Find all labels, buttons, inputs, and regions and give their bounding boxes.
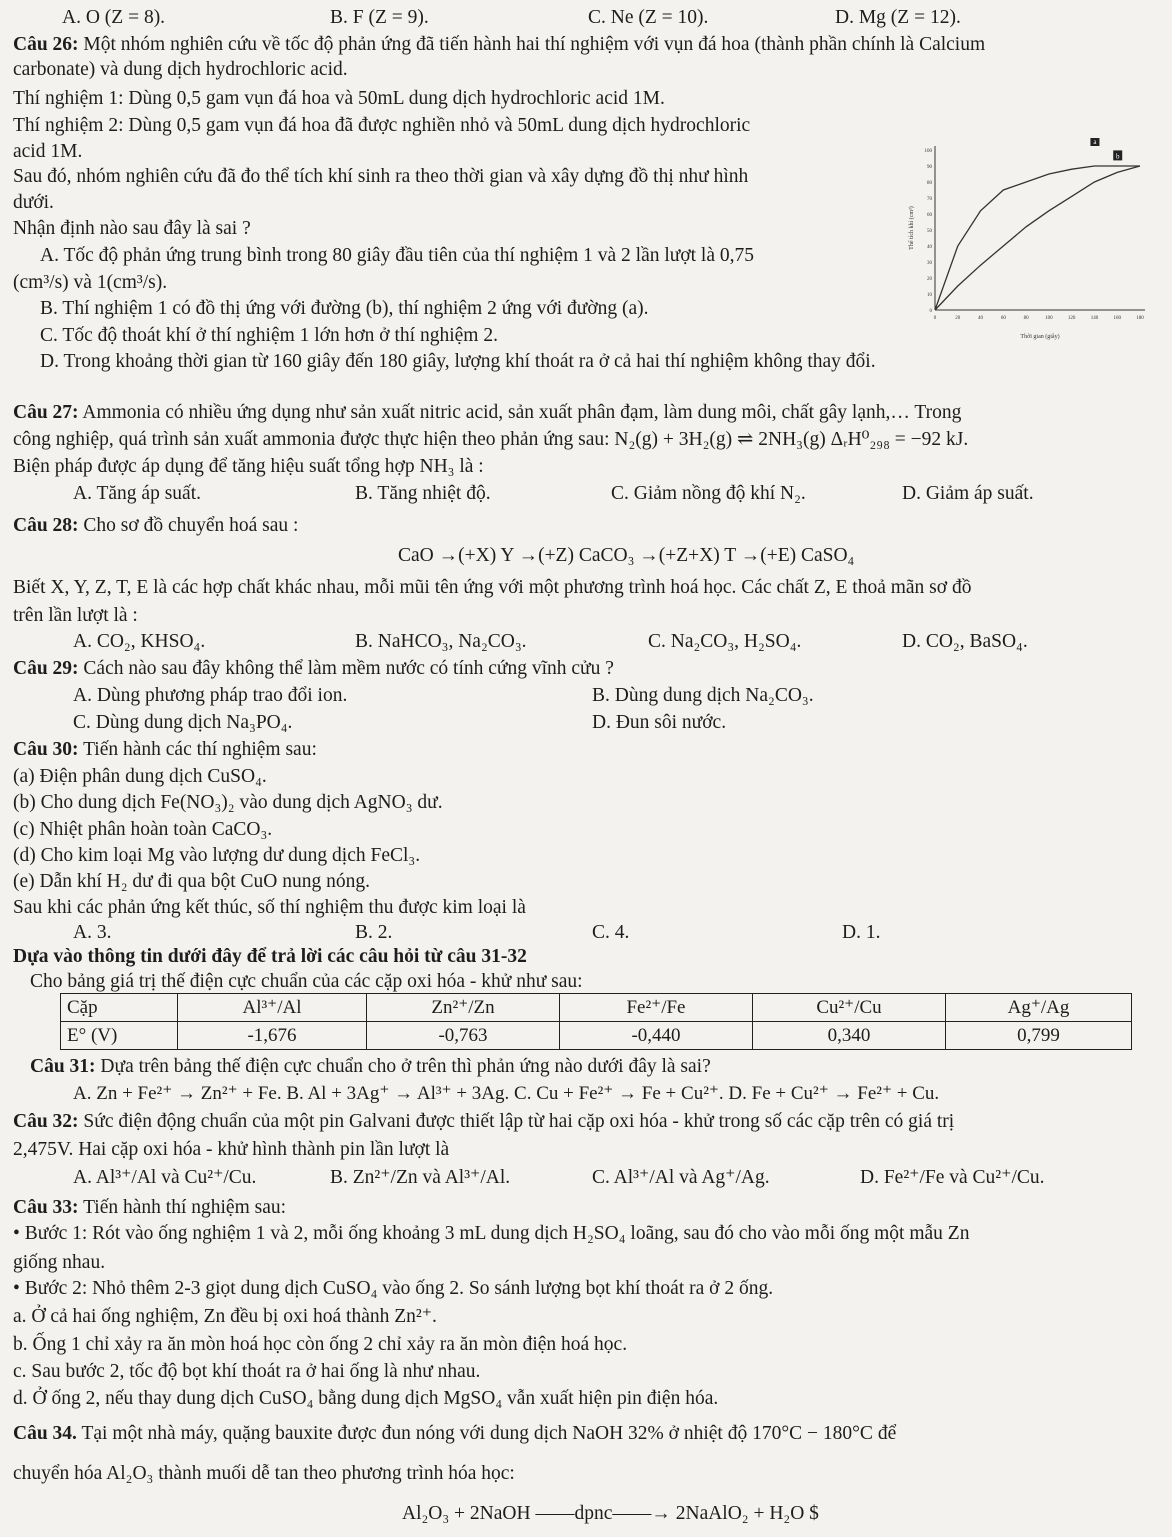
gas-volume-chart xyxy=(905,138,1155,343)
q34-line-2: chuyển hóa Al₂O₃ thành muối dễ tan theo phương trình hóa học: xyxy=(13,1463,515,1484)
q26-line-7: dưới. xyxy=(13,192,54,213)
y-tick-label: 70 xyxy=(927,197,932,202)
table-cell: -0,763 xyxy=(367,1022,560,1050)
q29-line-1 xyxy=(13,657,614,681)
q34-equation: Al₂O₃ + 2NaOH ——dpnc——→ 2NaAlO₂ + H₂O $ xyxy=(402,1503,819,1524)
q32-option-a[interactable]: A. Al³⁺/Al và Cu²⁺/Cu. xyxy=(73,1167,257,1188)
table-row xyxy=(61,1022,1132,1050)
section-heading: Dựa vào thông tin dưới đây để trả lời các câu hỏi từ câu 31-32 xyxy=(13,946,527,967)
q28-option-b[interactable]: B. NaHCO₃, Na₂CO₃. xyxy=(355,631,527,652)
q30-exp-a: (a) Điện phân dung dịch CuSO₄. xyxy=(13,766,267,787)
y-tick-label: 90 xyxy=(927,165,932,170)
x-axis-label: Thời gian (giây) xyxy=(1020,334,1060,340)
series-label-b: b xyxy=(1115,152,1120,161)
q27-option-b[interactable]: B. Tăng nhiệt độ. xyxy=(355,483,491,504)
x-tick-label: 20 xyxy=(955,316,961,321)
q33-title: Câu 33: xyxy=(13,1197,79,1218)
x-tick-label: 40 xyxy=(978,316,984,321)
q30-exp-b: (b) Cho dung dịch Fe(NO₃)₂ vào dung dịch AgNO₃ dư. xyxy=(13,792,443,813)
q29-option-b[interactable]: B. Dùng dung dịch Na₂CO₃. xyxy=(592,685,814,706)
q28-option-c[interactable]: C. Na₂CO₃, H₂SO₄. xyxy=(648,631,802,652)
q28-line-2: Biết X, Y, Z, T, E là các hợp chất khác nhau, mỗi mũi tên ứng với một phương trình hoá học. Các chất Z, E thoả mãn sơ đồ xyxy=(13,577,972,598)
q34-text: Tại một nhà máy, quặng bauxite được đun nóng với dung dịch NaOH 32% ở nhiệt độ 170°C − 180°C để xyxy=(81,1423,897,1444)
q31-title: Câu 31: xyxy=(30,1056,96,1077)
q26-line-2: carbonate) và dung dịch hydrochloric acid. xyxy=(13,59,348,80)
q26-line-8: Nhận định nào sau đây là sai ? xyxy=(13,218,251,239)
chart-svg xyxy=(905,138,1155,343)
x-tick-label: 80 xyxy=(1023,316,1029,321)
q26-line-1 xyxy=(13,33,985,57)
series-label-a: a xyxy=(1093,138,1097,146)
q28-option-a[interactable]: A. CO₂, KHSO₄. xyxy=(73,631,206,652)
y-tick-label: 10 xyxy=(927,293,932,298)
q26-option-c[interactable]: C. Tốc độ thoát khí ở thí nghiệm 1 lớn hơn ở thí nghiệm 2. xyxy=(40,325,498,346)
q29-option-c[interactable]: C. Dùng dung dịch Na₃PO₄. xyxy=(73,712,293,733)
y-tick-label: 100 xyxy=(924,149,932,154)
q30-option-a[interactable]: A. 3. xyxy=(73,922,112,943)
y-tick-label: 60 xyxy=(927,213,932,218)
y-tick-label: 0 xyxy=(929,309,932,314)
q30-option-d[interactable]: D. 1. xyxy=(842,922,881,943)
table-header-cell: Zn²⁺/Zn xyxy=(367,994,560,1022)
q27-line-2: công nghiệp, quá trình sản xuất ammonia được thực hiện theo phản ứng sau: N₂(g) + 3H₂(g) ⇌ 2NH₃(g) ΔᵣH⁰₂₉₈ = −92 kJ. xyxy=(13,429,969,450)
y-tick-label: 20 xyxy=(927,277,932,282)
q26-option-b[interactable]: B. Thí nghiệm 1 có đồ thị ứng với đường (b), thí nghiệm 2 ứng với đường (a). xyxy=(40,298,649,319)
x-tick-label: 180 xyxy=(1136,316,1144,321)
q25-option-b[interactable]: B. F (Z = 9). xyxy=(330,7,429,28)
q32-option-b[interactable]: B. Zn²⁺/Zn và Al³⁺/Al. xyxy=(330,1167,511,1188)
table-header-row xyxy=(61,994,1132,1022)
table-header-cell: Al³⁺/Al xyxy=(178,994,367,1022)
q25-option-c[interactable]: C. Ne (Z = 10). xyxy=(588,7,709,28)
q27-option-c[interactable]: C. Giảm nồng độ khí N₂. xyxy=(611,483,806,504)
q27-option-d[interactable]: D. Giảm áp suất. xyxy=(902,483,1034,504)
table-cell: -1,676 xyxy=(178,1022,367,1050)
q32-line-2: 2,475V. Hai cặp oxi hóa - khử hình thành pin lần lượt là xyxy=(13,1139,450,1160)
q26-option-a-cont: (cm³/s) và 1(cm³/s). xyxy=(13,272,168,293)
q30-line-1 xyxy=(13,738,317,762)
y-axis-label: Thể tích khí (cm³) xyxy=(909,206,915,250)
q30-title: Câu 30: xyxy=(13,739,79,760)
q31-options[interactable]: A. Zn + Fe²⁺ → Zn²⁺ + Fe. B. Al + 3Ag⁺ → Al³⁺ + 3Ag. C. Cu + Fe²⁺ → Fe + Cu²⁺. D. Fe + Cu²⁺ → Fe²⁺ + Cu. xyxy=(73,1083,940,1104)
q26-line-6: Sau đó, nhóm nghiên cứu đã đo thể tích khí sinh ra theo thời gian và xây dựng đồ thị như hình xyxy=(13,166,749,187)
table-header-cell: Cặp xyxy=(61,994,178,1022)
q32-option-d[interactable]: D. Fe²⁺/Fe và Cu²⁺/Cu. xyxy=(860,1167,1045,1188)
q26-option-a[interactable]: A. Tốc độ phản ứng trung bình trong 80 giây đầu tiên của thí nghiệm 1 và 2 lần lượt là 0,75 xyxy=(40,245,755,266)
table-intro: Cho bảng giá trị thế điện cực chuẩn của các cặp oxi hóa - khử như sau: xyxy=(30,971,583,992)
q26-text: Một nhóm nghiên cứu về tốc độ phản ứng đã tiến hành hai thí nghiệm với vụn đá hoa (thành phần chính là Calcium xyxy=(83,34,986,55)
q32-title: Câu 32: xyxy=(13,1111,79,1132)
q33-line-2: • Bước 1: Rót vào ống nghiệm 1 và 2, mỗi ống khoảng 3 mL dung dịch H₂SO₄ loãng, sau đó cho vào mỗi ống một mẫu Zn xyxy=(13,1223,970,1244)
q29-title: Câu 29: xyxy=(13,658,79,679)
x-tick-label: 0 xyxy=(933,316,937,321)
q33-statement-b[interactable]: b. Ống 1 chỉ xảy ra ăn mòn hoá học còn ống 2 chỉ xảy ra ăn mòn điện hoá học. xyxy=(13,1334,628,1355)
q28-text: Cho sơ đồ chuyển hoá sau : xyxy=(83,515,299,536)
q28-option-d[interactable]: D. CO₂, BaSO₄. xyxy=(902,631,1028,652)
q30-exp-e: (e) Dẫn khí H₂ dư đi qua bột CuO nung nóng. xyxy=(13,871,370,892)
y-tick-label: 30 xyxy=(927,261,932,266)
potential-table xyxy=(60,993,1132,1050)
q32-option-c[interactable]: C. Al³⁺/Al và Ag⁺/Ag. xyxy=(592,1167,770,1188)
table-header-cell: Ag⁺/Ag xyxy=(946,994,1132,1022)
table-cell: E° (V) xyxy=(61,1022,178,1050)
q26-title: Câu 26: xyxy=(13,34,79,55)
q33-statement-d[interactable]: d. Ở ống 2, nếu thay dung dịch CuSO₄ bằng dung dịch MgSO₄ vẫn xuất hiện pin điện hóa. xyxy=(13,1388,719,1409)
q33-text: Tiến hành thí nghiệm sau: xyxy=(83,1197,287,1218)
x-tick-label: 140 xyxy=(1090,316,1099,321)
q26-line-5: acid 1M. xyxy=(13,141,83,162)
q30-option-b[interactable]: B. 2. xyxy=(355,922,393,943)
series-line-a xyxy=(935,166,1140,310)
q33-statement-a[interactable]: a. Ở cả hai ống nghiệm, Zn đều bị oxi hoá thành Zn²⁺. xyxy=(13,1306,437,1327)
q30-line-2: Sau khi các phản ứng kết thúc, số thí nghiệm thu được kim loại là xyxy=(13,897,526,918)
x-tick-label: 160 xyxy=(1113,316,1121,321)
q28-title: Câu 28: xyxy=(13,515,79,536)
q30-text: Tiến hành các thí nghiệm sau: xyxy=(83,739,317,760)
q27-line-3: Biện pháp được áp dụng để tăng hiệu suất tổng hợp NH₃ là : xyxy=(13,456,484,477)
q34-line-1 xyxy=(13,1422,896,1446)
q31-line-1 xyxy=(30,1055,711,1079)
series-line-b xyxy=(935,166,1140,310)
x-tick-label: 100 xyxy=(1045,316,1053,321)
x-tick-label: 120 xyxy=(1067,316,1076,321)
q33-statement-c[interactable]: c. Sau bước 2, tốc độ bọt khí thoát ra ở hai ống là như nhau. xyxy=(13,1361,481,1382)
q29-option-a[interactable]: A. Dùng phương pháp trao đổi ion. xyxy=(73,685,348,706)
q32-text: Sức điện động chuẩn của một pin Galvani được thiết lập từ hai cặp oxi hóa - khử trong số các cặp trên có giá trị xyxy=(83,1111,955,1132)
q27-text: Ammonia có nhiều ứng dụng như sản xuất nitric acid, sản xuất phân đạm, làm dung môi, chất gây lạnh,… Trong xyxy=(82,402,962,423)
q32-line-1 xyxy=(13,1110,954,1134)
q27-line-1 xyxy=(13,401,961,425)
table-cell: 0,799 xyxy=(946,1022,1132,1050)
q33-line-1 xyxy=(13,1196,286,1220)
q29-option-d[interactable]: D. Đun sôi nước. xyxy=(592,712,727,733)
q25-option-d[interactable]: D. Mg (Z = 12). xyxy=(835,7,961,28)
q33-line-3: giống nhau. xyxy=(13,1252,106,1273)
y-tick-label: 80 xyxy=(927,181,932,186)
q25-option-a[interactable]: A. O (Z = 8). xyxy=(62,7,166,28)
q30-exp-c: (c) Nhiệt phân hoàn toàn CaCO₃. xyxy=(13,819,273,840)
q26-line-3: Thí nghiệm 1: Dùng 0,5 gam vụn đá hoa và 50mL dung dịch hydrochloric acid 1M. xyxy=(13,88,665,109)
x-tick-label: 60 xyxy=(1000,316,1006,321)
q31-text: Dựa trên bảng thế điện cực chuẩn cho ở trên thì phản ứng nào dưới đây là sai? xyxy=(100,1056,711,1077)
y-tick-label: 50 xyxy=(927,229,932,234)
q29-text: Cách nào sau đây không thể làm mềm nước có tính cứng vĩnh cửu ? xyxy=(83,658,614,679)
table-header-cell: Fe²⁺/Fe xyxy=(560,994,753,1022)
q27-title: Câu 27: xyxy=(13,402,79,423)
table-header-cell: Cu²⁺/Cu xyxy=(753,994,946,1022)
q27-option-a[interactable]: A. Tăng áp suất. xyxy=(73,483,201,504)
q34-title: Câu 34. xyxy=(13,1423,77,1444)
q33-line-4: • Bước 2: Nhỏ thêm 2-3 giọt dung dịch CuSO₄ vào ống 2. So sánh lượng bọt khí thoát ra ở 2 ống. xyxy=(13,1278,774,1299)
q30-option-c[interactable]: C. 4. xyxy=(592,922,630,943)
q26-line-4: Thí nghiệm 2: Dùng 0,5 gam vụn đá hoa đã được nghiền nhỏ và 50mL dung dịch hydrochloric xyxy=(13,115,751,136)
y-tick-label: 40 xyxy=(927,245,932,250)
q30-exp-d: (d) Cho kim loại Mg vào lượng dư dung dịch FeCl₃. xyxy=(13,845,421,866)
q28-scheme: CaO →(+X) Y →(+Z) CaCO₃ →(+Z+X) T →(+E) CaSO₄ xyxy=(398,545,855,566)
table-cell: 0,340 xyxy=(753,1022,946,1050)
q28-line-3: trên lần lượt là : xyxy=(13,605,138,626)
q28-line-1 xyxy=(13,514,298,538)
q26-option-d[interactable]: D. Trong khoảng thời gian từ 160 giây đến 180 giây, lượng khí thoát ra ở cả hai thí nghiệm không thay đổi. xyxy=(40,351,876,372)
table-cell: -0,440 xyxy=(560,1022,753,1050)
